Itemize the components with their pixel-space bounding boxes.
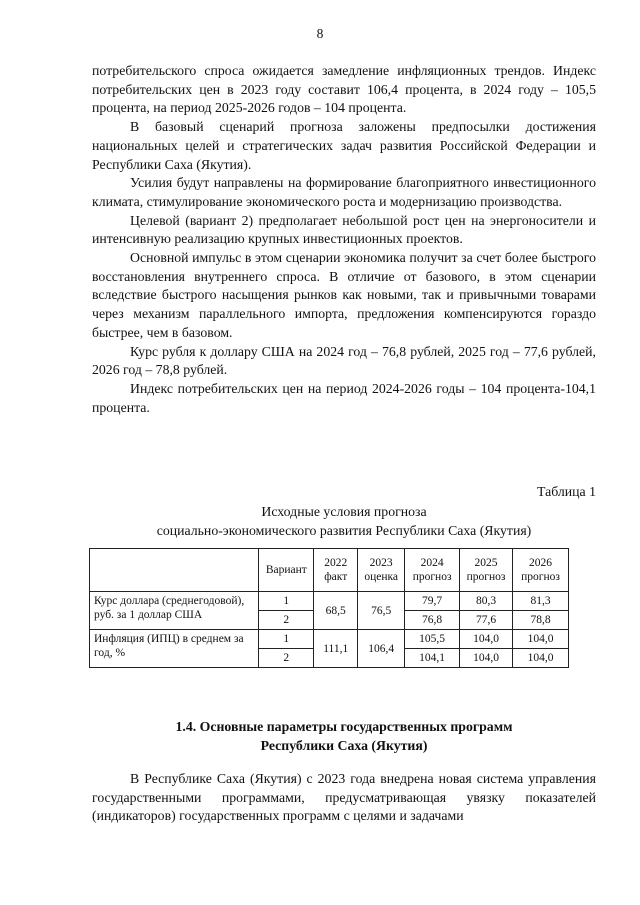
value-2024: 76,8 [405,611,460,630]
paragraph: Индекс потребительских цен на период 2024-2026 годы – 104 процента-104,1 процента. [92,380,596,415]
section-body [92,770,596,826]
row-label: Инфляция (ИПЦ) в среднем за год, % [90,630,259,668]
table-row [90,592,569,611]
paragraph: Усилия будут направлены на формирование благоприятного инвестиционного климата, стимулирование экономического роста и модернизацию производства. [92,175,596,209]
value-2025: 104,0 [460,649,513,668]
table-row [90,630,569,649]
variant-cell: 1 [259,592,314,611]
table-title [92,503,596,540]
paragraph: Курс рубля к доллару США на 2024 год – 76,8 рублей, 2025 год – 77,6 рублей, 2026 год – 78,8 рублей. [92,343,596,378]
table-caption: Таблица 1 [536,484,596,499]
value-2022: 68,5 [314,592,358,630]
table-title-line: социально-экономического развития Республики Саха (Якутия) [156,522,532,538]
value-2024: 105,5 [405,630,460,649]
header-2024: 2024 прогноз [405,549,460,592]
value-2025: 77,6 [460,611,513,630]
header-2026: 2026 прогноз [513,549,569,592]
row-label: Курс доллара (среднегодовой), руб. за 1 доллар США [90,592,259,630]
table-title-line: Исходные условия прогноза [261,504,427,519]
paragraph: Целевой (вариант 2) предполагает небольшой рост цен на энергоносители и интенсивную реализацию крупных инвестиционных проектов. [92,212,596,247]
body-text [92,62,596,417]
value-2024: 79,7 [405,592,460,611]
page-number: 8 [316,26,324,41]
header-empty-cell [90,549,259,592]
section-heading [92,718,596,755]
section-heading-line: 1.4. Основные параметры государственных программ [175,719,513,734]
table-header-row [90,549,569,592]
value-2025: 80,3 [460,592,513,611]
value-2026: 78,8 [513,611,569,630]
variant-cell: 2 [259,649,314,668]
forecast-table [89,548,569,668]
paragraph: В Республике Саха (Якутия) с 2023 года внедрена новая система управления государственными программами, предусматривающая увязку показателей (индикаторов) государственных программ с целями и задачами [92,771,596,824]
header-2025: 2025 прогноз [460,549,513,592]
value-2026: 81,3 [513,592,569,611]
value-2022: 111,1 [314,630,358,668]
header-variant: Вариант [259,549,314,592]
value-2023: 106,4 [358,630,405,668]
value-2023: 76,5 [358,592,405,630]
value-2026: 104,0 [513,649,569,668]
value-2024: 104,1 [405,649,460,668]
paragraph: потребительского спроса ожидается замедление инфляционных трендов. Индекс потребительских цен в 2023 году составит 106,4 процента, в 2024 году – 105,5 процента, на период 2025-2026 годов – 104 процента. [92,63,596,116]
value-2026: 104,0 [513,630,569,649]
header-2022: 2022 факт [314,549,358,592]
paragraph: Основной импульс в этом сценарии экономика получит за счет более быстрого восстановления внутреннего спроса. В отличие от базового, в этом сценарии вследствие быстрого насыщения рынков как новыми, так и привычными товарами через механизм параллельного импорта, предложения компенсируются гораздо быстрее, чем в базовом. [92,250,596,340]
header-2023: 2023 оценка [358,549,405,592]
variant-cell: 1 [259,630,314,649]
section-heading-line: Республики Саха (Якутия) [260,737,428,753]
value-2025: 104,0 [460,630,513,649]
paragraph: В базовый сценарий прогноза заложены предпосылки достижения национальных целей и стратегических задач развития Российской Федерации и Республики Саха (Якутия). [92,119,596,172]
variant-cell: 2 [259,611,314,630]
